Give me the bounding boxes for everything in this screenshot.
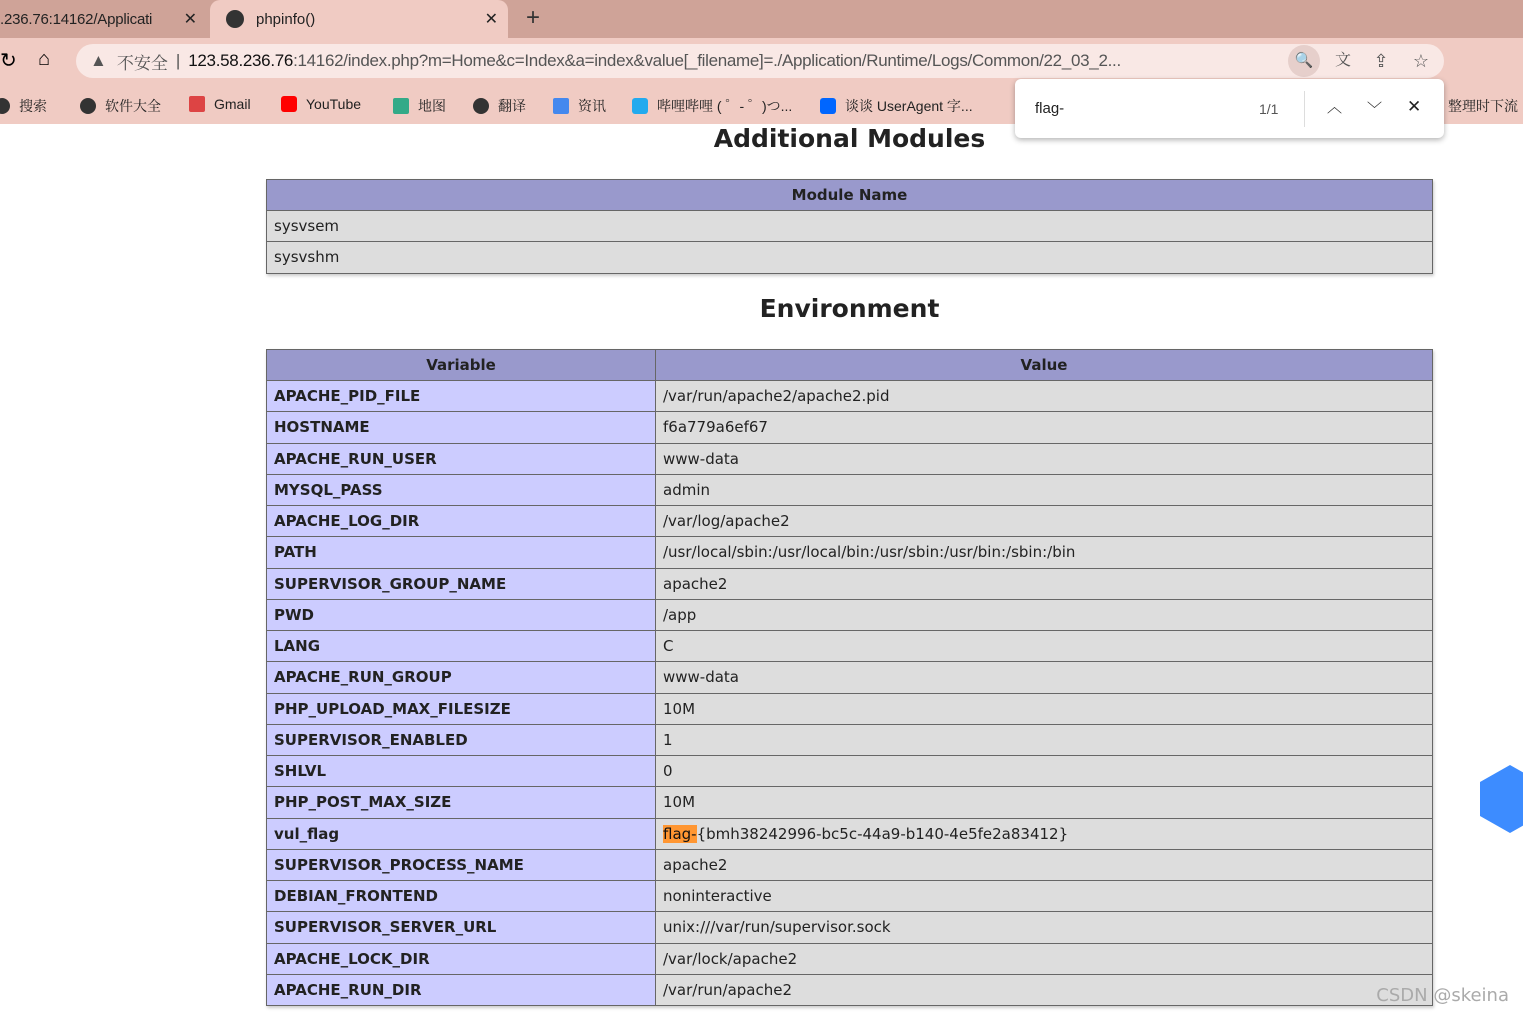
bookmark[interactable]: 整理时下流: [1448, 98, 1518, 114]
reload-icon[interactable]: ↻: [0, 50, 17, 72]
find-input[interactable]: flag-: [1035, 100, 1065, 117]
find-count: 1/1: [1259, 101, 1279, 117]
variable-cell: LANG: [267, 631, 656, 662]
variable-cell: APACHE_LOG_DIR: [267, 506, 656, 537]
globe-icon: [80, 98, 96, 114]
variable-cell: DEBIAN_FRONTEND: [267, 881, 656, 912]
environment-title: Environment: [759, 294, 940, 323]
table-row: [267, 693, 1433, 724]
find-prev-icon[interactable]: ︿: [1327, 99, 1343, 116]
value-cell: /var/run/apache2: [656, 974, 1433, 1005]
table-row: [267, 599, 1433, 630]
watermark: CSDN @skeina: [1376, 985, 1509, 1006]
modules-title: Additional Modules: [713, 124, 986, 153]
variable-cell: PHP_POST_MAX_SIZE: [267, 787, 656, 818]
variable-cell: PHP_UPLOAD_MAX_FILESIZE: [267, 693, 656, 724]
zhihu-icon: [820, 98, 836, 114]
bookmark[interactable]: 软件大全: [80, 96, 161, 116]
environment-table: Variable Value APACHE_PID_FILE /var/run/apache2/apache2.pid HOSTNAME f6a779a6ef67 APACHE_RUN_USER www-data MYSQL_PASS admin APACHE_LOG_DIR /var/log/apache2 PATH /usr/local/sbin:/usr/local/bin:/usr/sbin:/usr/bin:/sbin:/bin SUPERVISOR_GROUP_NAME apache2 PWD /app LANG C APACHE_RUN_GROUP www-data PHP_UPLOAD_MAX_FILESIZE 10M SUPERVISOR_ENABLED 1 SHLVL 0 PHP_POST_MAX_SIZE 10M vul_flag flag-{bmh38242996-bc5c-44a9-b140-4e5fe2a83412} SUPERVISOR_PROCESS_NAME apache2 DEBIAN_FRONTEND noninteractive SUPERVISOR_SERVER_URL unix:///var/run/supervisor.sock APACHE_LOCK_DIR /var/lock/apache2 APACHE_RUN_DIR /var/run/apache2: [266, 349, 1433, 1006]
variable-cell: HOSTNAME: [267, 412, 656, 443]
table-row: [267, 506, 1433, 537]
news-icon: [553, 98, 569, 114]
address-bar[interactable]: [76, 44, 1444, 78]
value-cell: f6a779a6ef67: [656, 412, 1433, 443]
modules-table: Module Name sysvsem sysvshm: [266, 179, 1433, 274]
floating-assistant-icon[interactable]: [1480, 765, 1523, 833]
bookmark[interactable]: 谈谈 UserAgent 字...: [820, 96, 973, 116]
table-row: [267, 662, 1433, 693]
tab-application[interactable]: .236.76:14162/Applicati ✕: [0, 10, 197, 28]
table-row: [267, 943, 1433, 974]
variable-cell: SUPERVISOR_ENABLED: [267, 724, 656, 755]
value-cell: /var/lock/apache2: [656, 943, 1433, 974]
bookmark[interactable]: YouTube: [281, 96, 361, 112]
close-find-icon[interactable]: ✕: [1407, 97, 1422, 116]
youtube-icon: [281, 96, 297, 112]
maps-icon: [393, 98, 409, 114]
variable-cell: vul_flag: [267, 818, 656, 849]
value-cell: admin: [656, 474, 1433, 505]
translate-icon[interactable]: 文: [1334, 52, 1351, 69]
variable-cell: SUPERVISOR_PROCESS_NAME: [267, 849, 656, 880]
table-row: [267, 818, 1433, 849]
value-cell: 0: [656, 756, 1433, 787]
table-row: [267, 724, 1433, 755]
bookmark[interactable]: 哔哩哔哩 ( ゜- ゜)つ...: [632, 96, 792, 116]
value-cell: flag-{bmh38242996-bc5c-44a9-b140-4e5fe2a83412}: [656, 818, 1433, 849]
table-row: [267, 537, 1433, 568]
tab-bar: [0, 0, 1523, 38]
variable-cell: SUPERVISOR_SERVER_URL: [267, 912, 656, 943]
table-row: [267, 568, 1433, 599]
value-cell: C: [656, 631, 1433, 662]
bookmark[interactable]: 翻译: [473, 96, 526, 116]
bilibili-icon: [632, 98, 648, 114]
bookmark[interactable]: 搜索: [0, 96, 47, 116]
value-cell: 10M: [656, 693, 1433, 724]
globe-icon: [226, 10, 244, 28]
tab-phpinfo[interactable]: phpinfo() ✕: [210, 0, 508, 38]
value-cell: /usr/local/sbin:/usr/local/bin:/usr/sbin:/usr/bin:/sbin:/bin: [656, 537, 1433, 568]
table-row: [267, 912, 1433, 943]
divider: [1304, 91, 1305, 127]
table-row: [267, 756, 1433, 787]
find-next-icon[interactable]: ﹀: [1367, 101, 1383, 118]
value-cell: /var/log/apache2: [656, 506, 1433, 537]
find-icon[interactable]: 🔍: [1288, 45, 1320, 77]
variable-cell: APACHE_RUN_DIR: [267, 974, 656, 1005]
value-cell: 1: [656, 724, 1433, 755]
table-row: [267, 631, 1433, 662]
globe-icon: [473, 98, 489, 114]
variable-cell: SUPERVISOR_GROUP_NAME: [267, 568, 656, 599]
warning-icon: ▲: [90, 51, 107, 70]
value-cell: /app: [656, 599, 1433, 630]
close-tab-icon[interactable]: ✕: [484, 11, 498, 28]
value-cell: apache2: [656, 568, 1433, 599]
home-icon[interactable]: ⌂: [38, 48, 51, 70]
share-icon[interactable]: ⇪: [1373, 51, 1389, 71]
table-row: [267, 474, 1433, 505]
table-row: [267, 412, 1433, 443]
bookmark[interactable]: Gmail: [189, 96, 251, 112]
variable-cell: APACHE_LOCK_DIR: [267, 943, 656, 974]
variable-cell: SHLVL: [267, 756, 656, 787]
gmail-icon: [189, 96, 205, 112]
table-row: [267, 849, 1433, 880]
table-row: [267, 881, 1433, 912]
value-cell: www-data: [656, 662, 1433, 693]
variable-cell: APACHE_RUN_USER: [267, 443, 656, 474]
url-row: ▲ 不安全 | 123.58.236.76 :14162/index.php?m=Home&c=Index&a=index&value[_filename]=./Application/Runtime/Logs/Common/22_03_2...: [90, 51, 1121, 73]
bookmark[interactable]: 地图: [393, 96, 446, 116]
value-cell: unix:///var/run/supervisor.sock: [656, 912, 1433, 943]
value-cell: noninteractive: [656, 881, 1433, 912]
value-cell: /var/run/apache2/apache2.pid: [656, 381, 1433, 412]
table-row: [267, 443, 1433, 474]
value-cell: 10M: [656, 787, 1433, 818]
star-icon[interactable]: ☆: [1412, 51, 1430, 71]
variable-cell: MYSQL_PASS: [267, 474, 656, 505]
variable-cell: APACHE_PID_FILE: [267, 381, 656, 412]
table-row: [267, 974, 1433, 1005]
value-cell: www-data: [656, 443, 1433, 474]
variable-cell: APACHE_RUN_GROUP: [267, 662, 656, 693]
variable-cell: PATH: [267, 537, 656, 568]
value-cell: apache2: [656, 849, 1433, 880]
find-highlight: flag-: [663, 824, 697, 843]
bookmark[interactable]: 资讯: [553, 96, 606, 116]
new-tab-button[interactable]: +: [526, 4, 541, 31]
globe-icon: [0, 98, 10, 114]
table-row: [267, 787, 1433, 818]
close-tab-icon[interactable]: ✕: [183, 11, 197, 28]
variable-cell: PWD: [267, 599, 656, 630]
table-row: [267, 381, 1433, 412]
separator: |: [175, 51, 181, 70]
